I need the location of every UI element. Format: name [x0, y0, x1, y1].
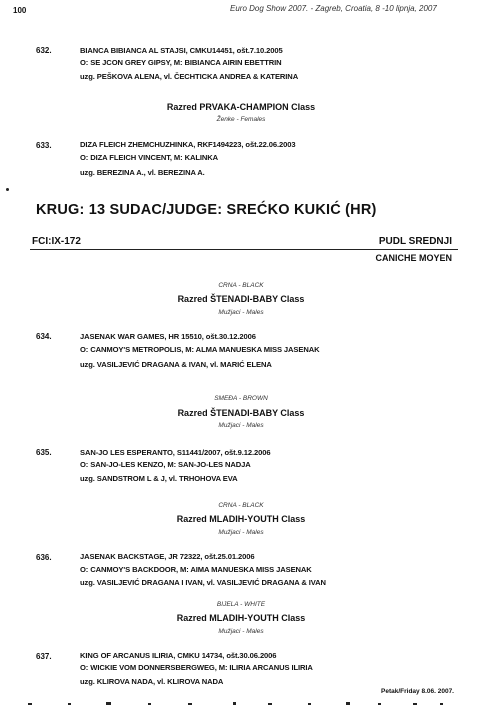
ring-judge-title: KRUG: 13 SUDAC/JUDGE: SREĆKO KUKIĆ (HR) [36, 202, 377, 218]
entry-dog: JASENAK WAR GAMES, HR 15510, ošt.30.12.2006 [80, 332, 256, 341]
entry-parents: O: DIZA FLEICH VINCENT, M: KALINKA [80, 153, 219, 162]
entry-parents: O: SAN-JO-LES KENZO, M: SAN-JO-LES NADJA [80, 460, 251, 469]
entry-dog: KING OF ARCANUS ILIRIA, CMKU 14734, ošt.30.06.2006 [80, 651, 277, 660]
color-label: CRNA - BLACK [218, 502, 264, 509]
entry-number: 632. [36, 46, 52, 55]
class-gender: Mužjaci - Males [218, 422, 264, 429]
entry-owner: uzg. SANDSTROM L & J, vl. TRHOHOVA EVA [80, 474, 238, 483]
footer-date: Petak/Friday 8.06. 2007. [381, 688, 454, 695]
class-gender: Ženke - Females [216, 116, 266, 123]
class-gender: Mužjaci - Males [218, 309, 264, 316]
entry-owner: uzg. BEREZINA A., vl. BEREZINA A. [80, 168, 205, 177]
entry-parents: O: CANMOY'S METROPOLIS, M: ALMA MANUESKA MISS JASENAK [80, 345, 320, 354]
breed-name-alt: CANICHE MOYEN [375, 253, 452, 263]
entry-dog: SAN-JO LES ESPERANTO, S11441/2007, ošt.9.12.2006 [80, 448, 271, 457]
divider [30, 249, 458, 250]
breed-name: PUDL SREDNJI [378, 236, 452, 247]
class-title: Razred ŠTENADI-BABY Class [177, 408, 305, 418]
entry-number: 637. [36, 652, 52, 661]
scan-edge-marks [28, 700, 448, 708]
entry-parents: O: CANMOY'S BACKDOOR, M: AIMA MANUESKA MISS JASENAK [80, 565, 312, 574]
color-label: SMEĐA - BROWN [214, 395, 268, 402]
color-label: CRNA - BLACK [218, 282, 264, 289]
scan-speck [6, 188, 9, 191]
class-title: Razred ŠTENADI-BABY Class [177, 294, 305, 304]
entry-dog: DIZA FLEICH ZHEMCHUZHINKA, RKF1494223, ošt.22.06.2003 [80, 140, 296, 149]
entry-parents: O: SE JCON GREY GIPSY, M: BIBIANCA AIRIN EBETTRIN [80, 58, 282, 67]
page-number: 100 [13, 6, 27, 15]
entry-number: 634. [36, 332, 52, 341]
class-title: Razred MLADIH-YOUTH Class [176, 613, 306, 623]
entry-parents: O: WICKIE VOM DONNERSBERGWEG, M: ILIRIA ARCANUS ILIRIA [80, 663, 313, 672]
color-label: BIJELA - WHITE [216, 601, 266, 608]
fci-code: FCI:IX-172 [32, 236, 81, 247]
class-title: Razred PRVAKA-CHAMPION Class [166, 102, 316, 112]
entry-owner: uzg. KLIROVA NADA, vl. KLIROVA NADA [80, 677, 224, 686]
entry-number: 635. [36, 448, 52, 457]
entry-dog: BIANCA BIBIANCA AL STAJSI, CMKU14451, ošt.7.10.2005 [80, 46, 283, 55]
entry-owner: uzg. PEŠKOVA ALENA, vl. ČECHTICKA ANDREA & KATERINA [80, 72, 299, 81]
entry-number: 633. [36, 141, 52, 150]
entry-owner: uzg. VASILJEVIĆ DRAGANA & IVAN, vl. MARIĆ ELENA [80, 360, 272, 369]
class-gender: Mužjaci - Males [218, 529, 264, 536]
entry-number: 636. [36, 553, 52, 562]
entry-dog: JASENAK BACKSTAGE, JR 72322, ošt.25.01.2006 [80, 552, 255, 561]
class-gender: Mužjaci - Males [218, 628, 264, 635]
class-title: Razred MLADIH-YOUTH Class [176, 514, 306, 524]
event-header: Euro Dog Show 2007. - Zagreb, Croatia, 8 -10 lipnja, 2007 [230, 4, 437, 13]
entry-owner: uzg. VASILJEVIĆ DRAGANA I IVAN, vl. VASILJEVIĆ DRAGANA & IVAN [80, 578, 326, 587]
